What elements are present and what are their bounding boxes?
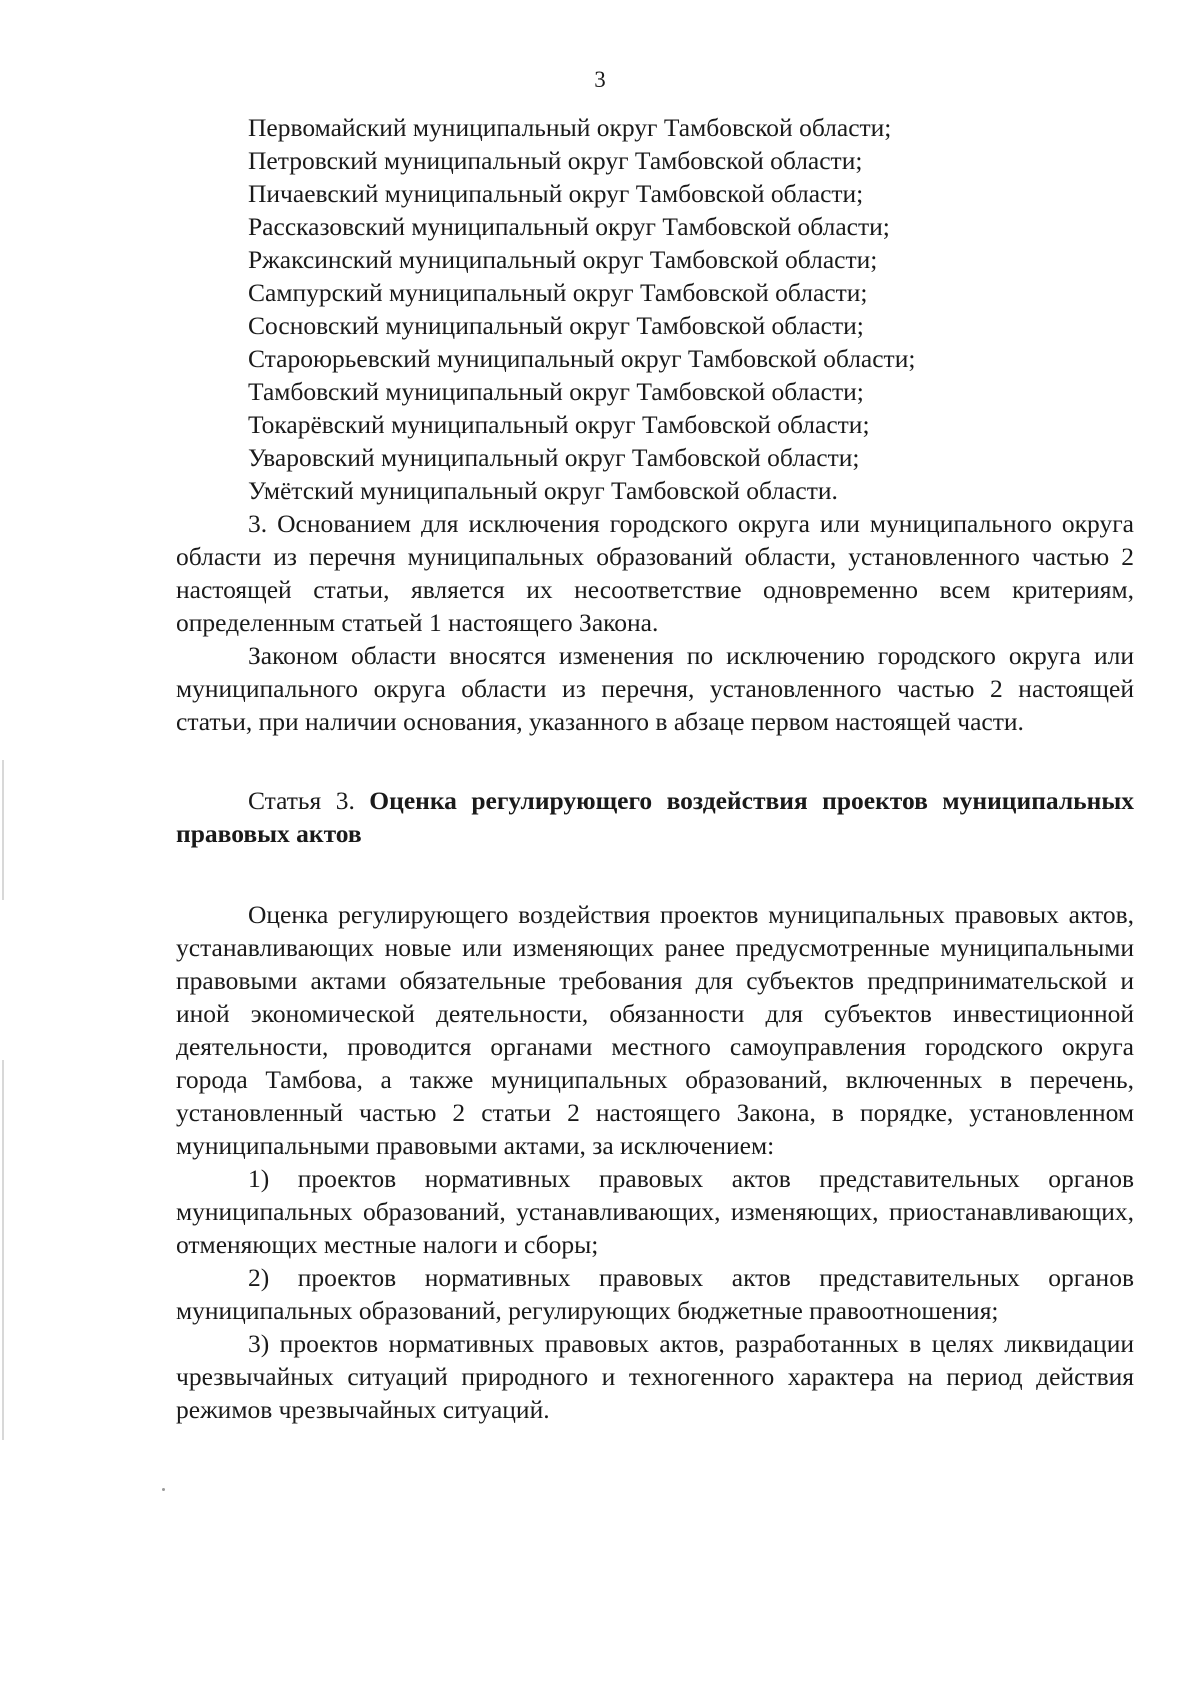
list-item: Ржаксинский муниципальный округ Тамбовской области; <box>248 245 878 274</box>
list-item: Токарёвский муниципальный округ Тамбовской области; <box>248 410 870 439</box>
list-item: Уваровский муниципальный округ Тамбовской области; <box>248 443 860 472</box>
list-item: Первомайский муниципальный округ Тамбовской области; <box>248 113 892 142</box>
list-item: Староюрьевский муниципальный округ Тамбовской области; <box>248 344 916 373</box>
list-item: Умётский муниципальный округ Тамбовской области. <box>248 476 838 505</box>
scan-edge-mark <box>2 760 4 900</box>
article-item: 3) проектов нормативных правовых актов, разработанных в целях ликвидации чрезвычайных ситуаций природного и техногенного характера на период действия режимов чрезвычайных ситуаций. <box>176 1329 1134 1424</box>
list-item: Рассказовский муниципальный округ Тамбовской области; <box>248 212 890 241</box>
article-item: 2) проектов нормативных правовых актов представительных органов муниципальных образований, регулирующих бюджетные правоотношения; <box>176 1263 1134 1325</box>
article-heading <box>176 784 1134 850</box>
paragraph-exclusion-basis: 3. Основанием для исключения городского округа или муниципального округа области из перечня муниципальных образований области, установленного частью 2 настоящей статьи, является их несоответствие одновременно всем критериям, определенным статьей 1 настоящего Закона. <box>176 509 1134 637</box>
paragraph-exclusion-amendment: Законом области вносятся изменения по исключению городского округа или муниципального округа области из перечня, установленного частью 2 настоящей статьи, при наличии основания, указанного в абзаце первом настоящей части. <box>176 641 1134 736</box>
article-title: Оценка регулирующего воздействия проектов муниципальных правовых актов <box>176 786 1135 848</box>
list-item: Пичаевский муниципальный округ Тамбовской области; <box>248 179 864 208</box>
article-item: 1) проектов нормативных правовых актов представительных органов муниципальных образований, устанавливающих, изменяющих, приостанавливающих, отменяющих местные налоги и сборы; <box>176 1164 1134 1259</box>
list-item: Петровский муниципальный округ Тамбовской области; <box>248 146 863 175</box>
document-body <box>176 111 1134 1426</box>
list-item: Сосновский муниципальный округ Тамбовской области; <box>248 311 864 340</box>
list-item: Сампурский муниципальный округ Тамбовской области; <box>248 278 868 307</box>
page-number: 3 <box>594 67 606 92</box>
district-list <box>176 111 1134 507</box>
article-body <box>176 898 1134 1426</box>
scan-edge-mark <box>2 1060 4 1440</box>
article-intro: Оценка регулирующего воздействия проектов муниципальных правовых актов, устанавливающих новые или изменяющих ранее предусмотренные муниципальными правовыми актами обязательные требования для субъектов предпринимательской и иной экономической деятельности, обязанности для субъектов инвестиционной деятельности, проводится органами местного самоуправления городского округа города Тамбова, а также муниципальных образований, включенных в перечень, установленный частью 2 статьи 2 настоящего Закона, в порядке, установленном муниципальными правовыми актами, за исключением: <box>176 900 1134 1160</box>
list-item: Тамбовский муниципальный округ Тамбовской области; <box>248 377 864 406</box>
scan-speck <box>162 1488 165 1491</box>
article-number: Статья 3. <box>248 786 355 815</box>
